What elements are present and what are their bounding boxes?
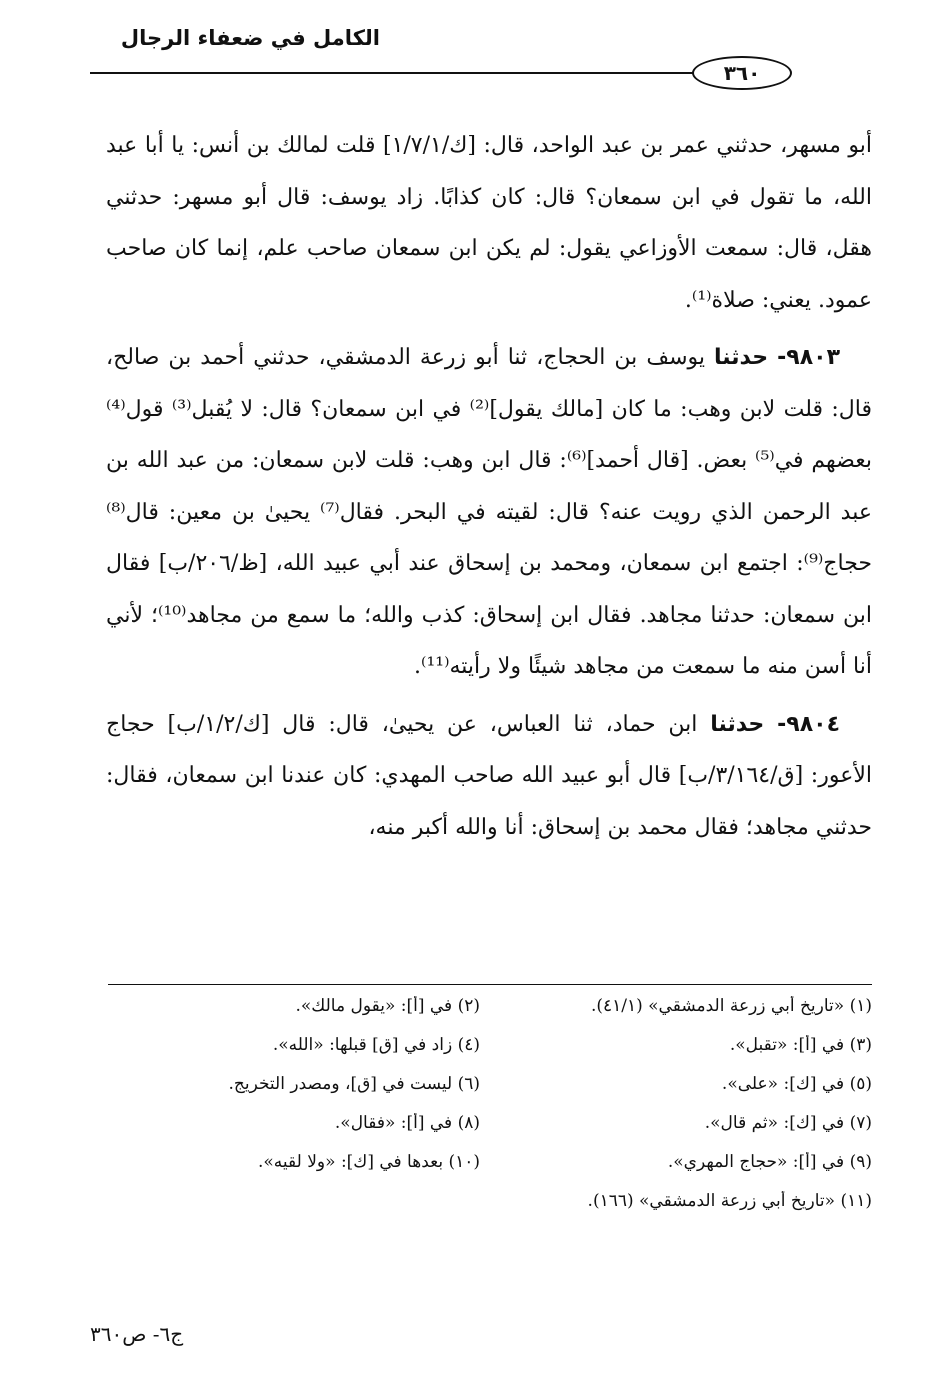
footnote-11: (١١) «تاريخ أبي زرعة الدمشقي» (١٦٦). <box>587 1191 872 1211</box>
narration-label: حدثنا <box>710 711 765 737</box>
paragraph-text: يوسف بن الحجاج، ثنا أبو زرعة الدمشقي، حدثني أحمد بن صالح، قال: قلت لابن وهب: ما كان [مالك يقول]⁽²⁾ في ابن سمعان؟ قال: لا يُقبل⁽³⁾ قول⁽⁴⁾ بعضهم في⁽⁵⁾ بعض. [قال أحمد]⁽⁶⁾: قال ابن وهب: قلت لابن سمعان: من عبد الله بن عبد الرحمن الذي رويت عنه؟ قال: لقيته في البحر. فقال⁽⁷⁾ يحيىٰ بن معين: قال⁽⁸⁾ حجاج⁽⁹⁾: اجتمع ابن سمعان، ومحمد بن إسحاق عند أبي عبيد الله، [ظ/٢٠٦/ب] فقال ابن سمعان: حدثنا مجاهد. فقال ابن إسحاق: كذب والله؛ ما سمع من مجاهد⁽¹⁰⁾؛ لأني أنا أسن منه ما سمعت من مجاهد شيئًا ولا رأيته⁽¹¹⁾. <box>106 345 873 679</box>
footnote-9: (٩) في [أ]: «حجاج المهري». <box>667 1152 872 1172</box>
running-header-title: الكامل في ضعفاء الرجال <box>120 26 380 50</box>
volume-page-reference: ج٦- ص٣٦٠ <box>90 1322 184 1346</box>
paragraph-text: أبو مسهر، حدثني عمر بن عبد الواحد، قال: [ك/١/٧/١] قلت لمالك بن أنس: يا أبا عبد الله، ما تقول في ابن سمعان؟ قال: كان كذابًا. زاد يوسف: قال أبو مسهر: حدثني هقل، قال: سمعت الأوزاعي يقول: لم يكن ابن سمعان صاحب علم، إنما كان صاحب عمود. يعني: صلاة⁽¹⁾. <box>106 133 872 313</box>
hadith-entry <box>106 699 872 854</box>
footnote-rule <box>108 984 872 985</box>
page-number-badge <box>692 56 792 90</box>
hadith-entry <box>106 332 872 693</box>
page-number: ٣٦٠ <box>723 61 761 85</box>
footnote-8: (٨) في [أ]: «فقال». <box>334 1113 480 1133</box>
footnote-10: (١٠) بعدها في [ك]: «ولا لقيه». <box>258 1152 480 1172</box>
main-text <box>106 120 872 859</box>
footnote-4: (٤) زاد في [ق] قبلها: «الله». <box>272 1035 480 1055</box>
hadith-number: ٩٨٠٣- <box>777 345 841 370</box>
footnote-1: (١) «تاريخ أبي زرعة الدمشقي» (٤١/١). <box>590 996 872 1016</box>
narration-label: حدثنا <box>714 345 769 370</box>
footnote-7: (٧) في [ك]: «ثم قال». <box>704 1113 872 1133</box>
footnotes <box>108 996 872 1230</box>
header-rule <box>90 72 780 74</box>
footnote-6: (٦) ليست في [ق]، ومصدر التخريج. <box>228 1074 480 1094</box>
paragraph-text: ابن حماد، ثنا العباس، عن يحيىٰ، قال: قال [ك/١/٢/ب] حجاج الأعور: [ق/٣/١٦٤/ب] قال أبو عبيد الله صاحب المهدي: كان عندنا ابن سمعان، فقال: حدثني مجاهد؛ فقال محمد بن إسحاق: أنا والله أكبر منه، <box>106 711 872 840</box>
hadith-number: ٩٨٠٤- <box>777 711 840 737</box>
paragraph-continuation <box>106 120 872 326</box>
footnote-5: (٥) في [ك]: «على». <box>721 1074 872 1094</box>
footnote-2: (٢) في [أ]: «يقول مالك». <box>295 996 480 1016</box>
footnote-3: (٣) في [أ]: «تقبل». <box>729 1035 872 1055</box>
